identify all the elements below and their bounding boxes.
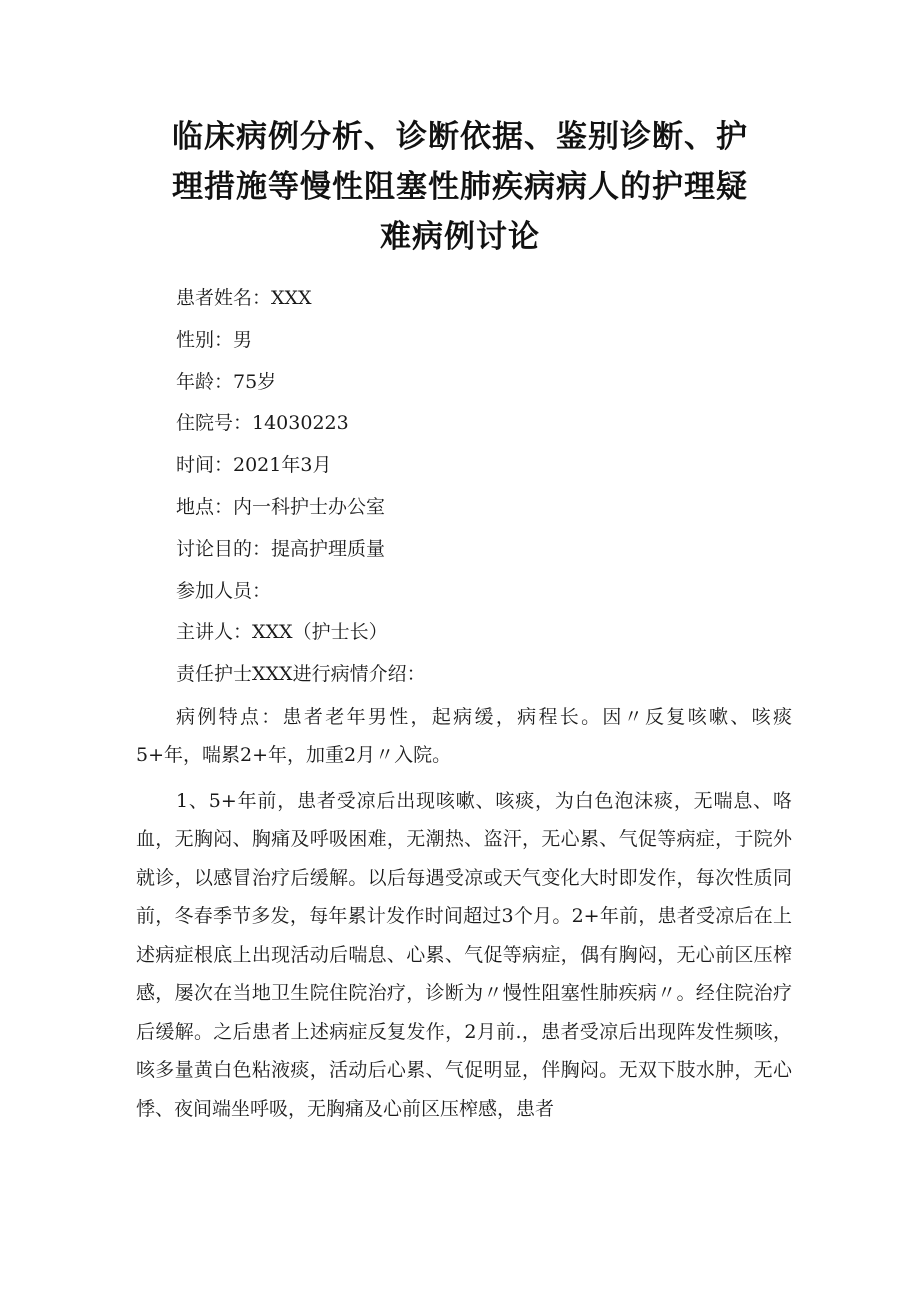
title-line-2: 理措施等慢性阻塞性肺疾病病人的护理疑: [172, 169, 748, 205]
title-line-1: 临床病例分析、诊断依据、鉴别诊断、护: [172, 119, 748, 155]
history-paragraph: 1、5+年前，患者受凉后出现咳嗽、咳痰，为白色泡沫痰，无喘息、咯血，无胸闷、胸痛及呼吸困难，无潮热、盗汗，无心累、气促等病症，于院外就诊，以感冒治疗后缓解。以后每遇受凉或天气变化大时即发作，每次性质同前，冬春季节多发，每年累计发作时间超过3个月。2+年前，患者受凉后在上述病症根底上出现活动后喘息、心累、气促等病症，偶有胸闷，无心前区压榨感，屡次在当地卫生院住院治疗，诊断为〃慢性阻塞性肺疾病〃。经住院治疗后缓解。之后患者上述病症反复发作，2月前.，患者受凉后出现阵发性频咳，咳多量黄白色粘液痰，活动后心累、气促明显，伴胸闷。无双下肢水肿，无心悸、夜间端坐呼吸，无胸痛及心前区压榨感，患者: [136, 789, 792, 1120]
speaker-field: 主讲人：XXX（护士长）: [176, 621, 388, 644]
intro-field: 责任护士XXX进行病情介绍：: [176, 663, 426, 686]
case-features-paragraph: 病例特点：患者老年男性，起病缓，病程长。因〃反复咳嗽、咳痰5+年，喘累2+年，加重2月〃入院。: [136, 705, 792, 767]
age-field: 年龄：75岁: [176, 370, 277, 393]
patient-name-field: 患者姓名：XXX: [176, 287, 312, 309]
location-field: 地点：内一科护士办公室: [176, 495, 386, 518]
admission-number-field: 住院号：14030223: [176, 412, 349, 435]
time-field: 时间：2021年3月: [176, 454, 332, 477]
title-line-3: 难病例讨论: [380, 219, 540, 255]
gender-field: 性别：男: [176, 328, 253, 351]
purpose-field: 讨论目的：提高护理质量: [176, 537, 386, 560]
document-title: [120, 112, 800, 262]
participants-field: 参加人员：: [176, 579, 272, 602]
document-body: [136, 278, 792, 1128]
